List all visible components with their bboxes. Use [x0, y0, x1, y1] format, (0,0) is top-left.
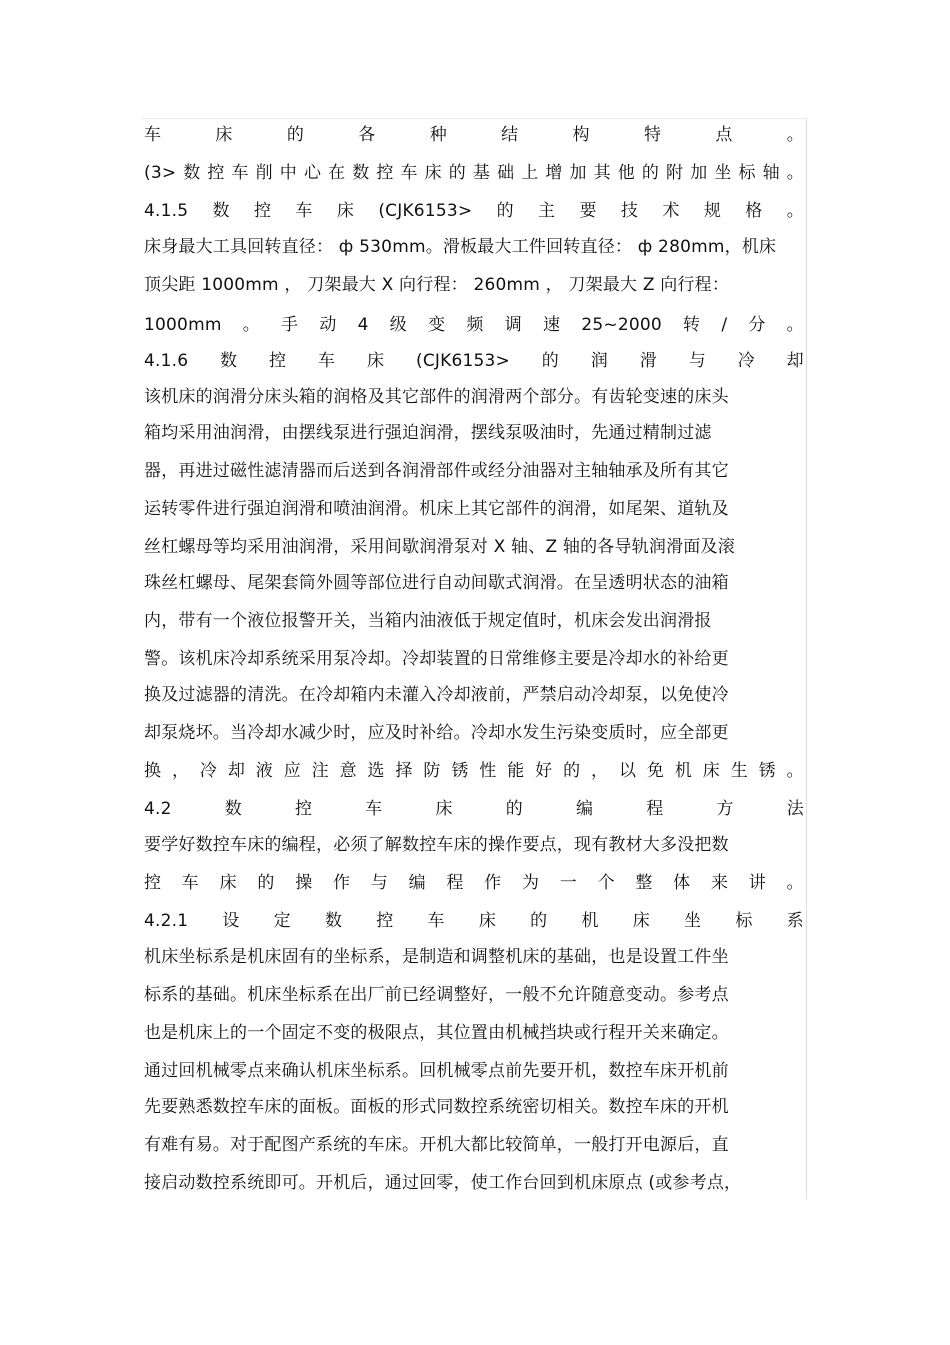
text-line: 标系的基础。机床坐标系在出厂前已经调整好，一般不允许随意变动。参考点	[144, 985, 729, 1005]
text-line: 运转零件进行强迫润滑和喷油润滑。机床上其它部件的润滑，如尾架、道轨及	[144, 499, 729, 519]
text-line: 4.1.5 数 控 车 床 (CJK6153> 的 主 要 技 术 规 格 。	[144, 201, 804, 221]
text-line: 内，带有一个液位报警开关，当箱内油液低于规定值时，机床会发出润滑报	[144, 611, 712, 631]
text-line: 床身最大工具回转直径： ф 530mm。滑板最大工件回转直径： ф 280mm，机床	[144, 237, 777, 257]
text-line: 却泵烧坏。当冷却水减少时，应及时补给。冷却水发生污染变质时，应全部更	[144, 723, 729, 743]
text-line: 箱均采用油润滑，由摆线泵进行强迫润滑，摆线泵吸油时，先通过精制过滤	[144, 423, 712, 443]
text-line: 器，再进过磁性滤清器而后送到各润滑部件或经分油器对主轴轴承及所有其它	[144, 461, 729, 481]
text-line: 4.2 数 控 车 床 的 编 程 方 法	[144, 799, 804, 819]
text-line: 控 车 床 的 操 作 与 编 程 作 为 一 个 整 体 来 讲 。	[144, 873, 804, 893]
text-line: 丝杠螺母等均采用油润滑，采用间歇润滑泵对 X 轴、Z 轴的各导轨润滑面及滚	[144, 537, 735, 557]
text-line: 通过回机械零点来确认机床坐标系。回机械零点前先要开机，数控车床开机前	[144, 1061, 729, 1081]
text-line: 有难有易。对于配图产系统的车床。开机大都比较简单，一般打开电源后，直	[144, 1135, 729, 1155]
text-line: 4.2.1 设 定 数 控 车 床 的 机 床 坐 标 系	[144, 911, 804, 931]
text-line: (3> 数 控 车 削 中 心 在 数 控 车 床 的 基 础 上 增 加 其 他 的 附 加 坐 标 轴 。	[144, 163, 804, 183]
text-line: 该机床的润滑分床头箱的润格及其它部件的润滑两个部分。有齿轮变速的床头	[144, 387, 729, 407]
text-line: 先要熟悉数控车床的面板。面板的形式同数控系统密切相关。数控车床的开机	[144, 1097, 729, 1117]
text-line: 接启动数控系统即可。开机后，通过回零，使工作台回到机床原点 (或参考点，	[144, 1173, 742, 1193]
text-line: 顶尖距 1000mm ， 刀架最大 X 向行程： 260mm ， 刀架最大 Z 向行程：	[144, 275, 730, 295]
text-line: 珠丝杠螺母、尾架套筒外圆等部位进行自动间歇式润滑。在呈透明状态的油箱	[144, 573, 729, 593]
text-line: 要学好数控车床的编程，必须了解数控车床的操作要点，现有教材大多没把数	[144, 835, 729, 855]
text-line: 警。该机床冷却系统采用泵冷却。冷却装置的日常维修主要是冷却水的补给更	[144, 649, 729, 669]
text-line: 换及过滤器的清洗。在冷却箱内未灌入冷却液前，严禁启动冷却泵，以免使冷	[144, 685, 729, 705]
text-line: 机床坐标系是机床固有的坐标系，是制造和调整机床的基础，也是设置工件坐	[144, 947, 729, 967]
text-line: 换 ， 冷 却 液 应 注 意 选 择 防 锈 性 能 好 的 ， 以 免 机 床 生 锈 。	[144, 761, 804, 781]
text-line: 4.1.6 数 控 车 床 (CJK6153> 的 润 滑 与 冷 却	[144, 351, 804, 371]
text-line: 车 床 的 各 种 结 构 特 点 。	[144, 125, 804, 145]
text-line: 也是机床上的一个固定不变的极限点，其位置由机械挡块或行程开关来确定。	[144, 1023, 729, 1043]
text-line: 1000mm 。 手 动 4 级 变 频 调 速 25~2000 转 / 分 。	[144, 315, 804, 335]
